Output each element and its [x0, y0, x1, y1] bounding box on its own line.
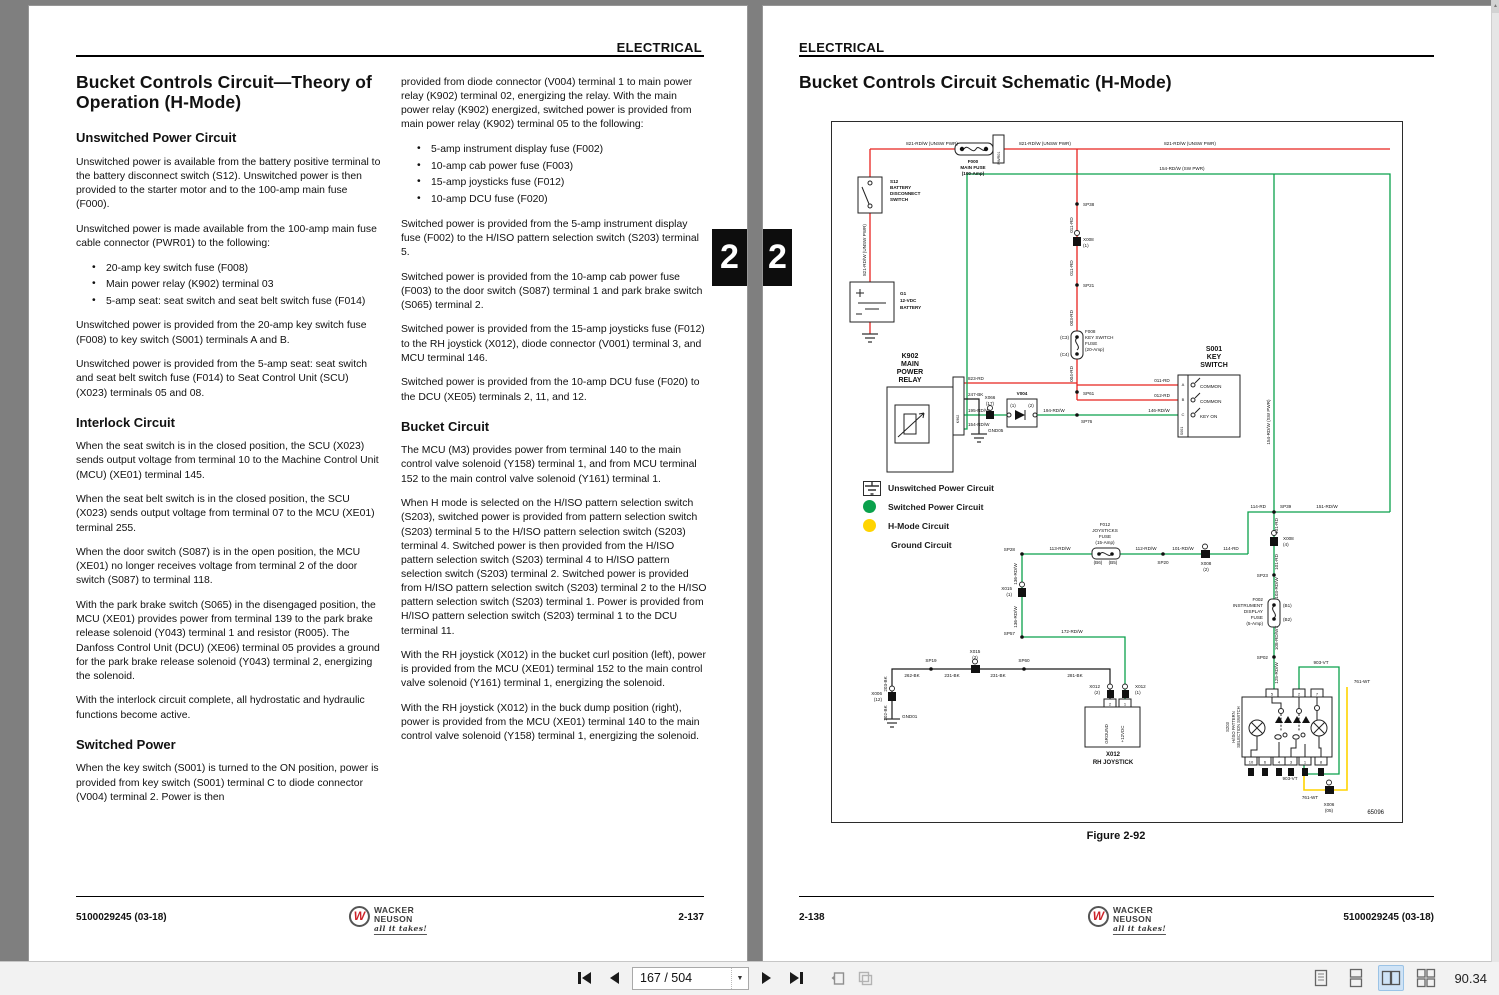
bullet-item: • 10-amp DCU fuse (F020) — [431, 193, 707, 207]
page-number-value: 167 / 504 — [640, 971, 693, 985]
svg-text:101-RD: 101-RD — [1274, 554, 1279, 570]
component-boxes — [850, 135, 1332, 765]
brand-tagline: all it takes! — [1113, 925, 1166, 935]
legend-row — [863, 519, 994, 532]
svg-text:SP61: SP61 — [1083, 391, 1095, 396]
footer-page-number: 2-137 — [678, 912, 704, 923]
svg-text:1: 1 — [1123, 701, 1127, 707]
svg-text:(2): (2) — [972, 655, 978, 660]
svg-text:113-RD/W: 113-RD/W — [1049, 546, 1071, 551]
page-dropdown-caret-icon[interactable]: ▼ — [731, 968, 748, 989]
svg-text:103-RD/W: 103-RD/W — [1274, 577, 1279, 599]
svg-text:(20-Amp): (20-Amp) — [1085, 347, 1105, 352]
body-paragraph: When the door switch (S087) is in the open position, the MCU (XE01) no longer receives voltage from terminal 2 of the door switch (S087) to terminal 118. — [76, 547, 361, 587]
svg-text:X012: X012 — [1105, 752, 1121, 758]
svg-text:(4): (4) — [1283, 542, 1289, 547]
svg-text:112-RD/W: 112-RD/W — [1135, 546, 1157, 551]
svg-text:X008: X008 — [1200, 561, 1212, 566]
svg-text:247-BK: 247-BK — [968, 392, 984, 397]
svg-text:SWITCH: SWITCH — [1200, 362, 1228, 369]
svg-text:X015: X015 — [969, 649, 981, 654]
page-number-input[interactable] — [632, 967, 749, 990]
svg-text:S001: S001 — [1205, 346, 1223, 353]
scroll-up-icon[interactable]: ▲ — [1492, 0, 1499, 13]
svg-text:S203: S203 — [1225, 722, 1230, 732]
svg-text:COMMON: COMMON — [1200, 399, 1222, 404]
svg-text:194-RD/W: 194-RD/W — [1043, 408, 1065, 413]
svg-text:SP38: SP38 — [1083, 202, 1095, 207]
svg-text:(1): (1) — [1083, 243, 1089, 248]
svg-text:GROUND: GROUND — [1104, 724, 1109, 744]
svg-text:INSTRUMENT: INSTRUMENT — [1232, 603, 1263, 608]
svg-text:761-WT: 761-WT — [1301, 795, 1319, 800]
svg-text:V004: V004 — [1016, 391, 1028, 396]
svg-text:SP60: SP60 — [1018, 658, 1030, 663]
svg-text:SP19: SP19 — [925, 658, 937, 663]
wiring-schematic — [831, 121, 1401, 821]
legend-color-dot-icon — [863, 500, 876, 513]
svg-text:154-RD/W (SW PWR): 154-RD/W (SW PWR) — [1159, 166, 1205, 171]
svg-text:KEY ON: KEY ON — [1200, 414, 1218, 419]
svg-text:X012: X012 — [1135, 684, 1146, 689]
svg-text:(1): (1) — [1006, 592, 1012, 597]
body-paragraph: Switched power is provided from the 10-amp DCU fuse (F020) to the DCU (XE05) terminals 2, 11, and 12. — [401, 377, 700, 403]
svg-text:108-RD/WT: 108-RD/WT — [1274, 625, 1279, 651]
svg-text:154-RD/W: 154-RD/W — [968, 422, 990, 427]
single-page-view-icon[interactable] — [1308, 965, 1334, 991]
svg-text:4: 4 — [1277, 759, 1281, 765]
svg-text:MAIN FUSE: MAIN FUSE — [960, 165, 986, 170]
figure-caption: Figure 2-92 — [1086, 830, 1146, 842]
svg-text:011-RD: 011-RD — [1069, 260, 1074, 276]
svg-text:B: B — [1181, 397, 1185, 402]
legend-label: H-Mode Circuit — [888, 520, 950, 531]
body-paragraph: The MCU (M3) provides power from terminal 140 to the main control valve solenoid (Y158) terminal 1, and from MCU terminal 152 to the main control valve solenoid (Y161) terminal 1. — [401, 445, 697, 485]
svg-text:G1: G1 — [900, 291, 907, 296]
continuous-view-icon[interactable] — [1343, 965, 1369, 991]
svg-text:821-RD/W (UNSW PWR): 821-RD/W (UNSW PWR) — [1019, 141, 1071, 146]
svg-text:6: 6 — [1263, 759, 1267, 765]
svg-text:K902: K902 — [901, 353, 919, 360]
svg-text:GND05: GND05 — [988, 428, 1004, 433]
footer-doc-number: 5100029245 (03-18) — [76, 912, 167, 923]
svg-text:101-RD/W: 101-RD/W — [1172, 546, 1194, 551]
body-paragraph: With the RH joystick (X012) in the bucket curl position (left), power is provided from the MCU (XE01) terminal 152 to the main control valve solenoid (Y161) terminal 1, energizing the solenoid. — [401, 650, 706, 690]
svg-text:(05): (05) — [1324, 808, 1334, 813]
first-page-button[interactable] — [572, 966, 597, 990]
brand-logo — [349, 906, 427, 935]
bullet-item: • 15-amp joysticks fuse (F012) — [431, 176, 707, 190]
chapter-tab: 2 — [763, 229, 792, 286]
viewer-toolbar — [0, 961, 1499, 995]
svg-text:A: A — [1181, 382, 1185, 387]
svg-text:(100-Amp): (100-Amp) — [961, 171, 985, 176]
svg-text:BATTERY: BATTERY — [890, 185, 912, 190]
body-paragraph: With the interlock circuit complete, all hydrostatic and hydraulic functions become active. — [76, 695, 365, 721]
body-paragraph: When H mode is selected on the H/ISO pattern selection switch (S203), switched power is provided from pattern selection switch (S203) terminal 5 to the H/ISO pattern selection switch (S203) terminal 4. Switched power is then provided from the H/ISO pattern selection switch (S203) terminal 4 to H/ISO pattern selection switch (S203) terminal 2. Switched power is provided from H/ISO pattern selection switch (S203) terminal 2 to the H/ISO pattern selection switch (S203) terminal 1. Power is provided from H/ISO pattern selection switch (S203) terminal 1 to the DCU terminal 11. — [401, 498, 707, 637]
body-paragraph: When the seat belt switch is in the closed position, the SCU (X023) sends output voltage from terminal 07 to the MCU (XE01) terminal 255. — [76, 494, 375, 534]
svg-text:136-RD/W: 136-RD/W — [1013, 606, 1018, 628]
svg-text:SP76: SP76 — [1081, 419, 1093, 424]
svg-text:(B5): (B5) — [1108, 560, 1118, 565]
svg-text:+12VDC: +12VDC — [1120, 725, 1125, 743]
bullet-item: • 10-amp cab power fuse (F003) — [431, 160, 707, 174]
unswitched-power-wires — [870, 149, 1390, 400]
body-paragraph: With the park brake switch (S065) in the disengaged position, the MCU (XE01) provides power from terminal 139 to the park brake release solenoid (Y043) terminal 1 and resistor (R005). The Danfoss Control Unit (DCU) (XE06) terminal 05 provides a ground for the park brake release solenoid (Y043) terminal 2, energizing the solenoid. — [76, 600, 380, 682]
svg-text:X015: X015 — [1001, 586, 1012, 591]
svg-text:SP20: SP20 — [1157, 560, 1169, 565]
section-heading: Interlock Circuit — [76, 414, 175, 430]
svg-text:C: C — [1181, 412, 1185, 417]
legend-label: Unswitched Power Circuit — [888, 482, 995, 493]
svg-text:(2): (2) — [1028, 403, 1034, 408]
next-page-button[interactable] — [754, 966, 779, 990]
legend-row — [863, 481, 994, 494]
svg-text:X012: X012 — [1089, 684, 1100, 689]
page-title: Bucket Controls Circuit Schematic (H-Mode) — [799, 72, 1172, 92]
bullet-item: • 5-amp seat: seat switch and seat belt switch fuse (F014) — [106, 295, 382, 309]
svg-text:231-BK: 231-BK — [944, 673, 960, 678]
svg-text:RH JOYSTICK: RH JOYSTICK — [1092, 760, 1134, 766]
svg-text:SP21: SP21 — [1083, 283, 1095, 288]
page-header-label: ELECTRICAL — [616, 40, 702, 55]
brand-name-line2: NEUSON — [373, 913, 413, 924]
svg-text:5: 5 — [1270, 691, 1274, 697]
svg-text:(C4): (C4) — [1060, 352, 1069, 357]
svg-text:281-BK: 281-BK — [1067, 673, 1083, 678]
vertical-scrollbar[interactable] — [1491, 0, 1499, 962]
svg-text:DISCONNECT: DISCONNECT — [890, 191, 921, 196]
svg-text:821-RD/W (UNSW PWR): 821-RD/W (UNSW PWR) — [1164, 141, 1216, 146]
body-paragraph: Switched power is provided from the 5-amp instrument display fuse (F002) to the H/ISO pattern selection switch (S203) terminal 5. — [401, 218, 699, 258]
svg-text:(5-Amp): (5-Amp) — [1246, 621, 1263, 626]
duplicate-page-icon[interactable] — [854, 967, 876, 989]
svg-text:761-WT: 761-WT — [1353, 679, 1371, 684]
svg-text:GND01: GND01 — [902, 714, 918, 719]
svg-text:101-RD: 101-RD — [1274, 518, 1279, 534]
zoom-level: 90.34 — [1454, 970, 1487, 986]
svg-text:821-RD/W (UNSW PWR): 821-RD/W (UNSW PWR) — [906, 141, 958, 146]
brand-name-line2: NEUSON — [1112, 913, 1152, 924]
bullet-list — [401, 143, 707, 207]
brand-name-line1: WACKER — [1112, 904, 1154, 915]
footer-rule — [76, 896, 704, 898]
svg-text:011-RD: 011-RD — [1154, 378, 1170, 383]
svg-text:172-RD/W: 172-RD/W — [1061, 629, 1083, 634]
svg-text:903-VT: 903-VT — [1282, 776, 1298, 781]
svg-text:X008: X008 — [1083, 237, 1094, 242]
svg-text:POWER: POWER — [896, 369, 924, 376]
brand-monogram-icon: W — [1088, 906, 1109, 927]
body-paragraph: Unswitched power is provided from the 20-amp key switch fuse (F008) to key switch (S001) terminals A and B. — [76, 320, 367, 346]
body-paragraph: When the seat switch is in the closed position, the SCU (X023) sends output voltage from terminal 10 to the Machine Control Unit (MCU) (XE01) terminal 145. — [76, 441, 379, 481]
svg-text:(2): (2) — [1203, 567, 1209, 572]
svg-text:1: 1 — [1303, 759, 1307, 765]
brand-name-line1: WACKER — [373, 904, 415, 915]
text-column-2 — [401, 76, 707, 755]
svg-text:65096: 65096 — [1367, 810, 1384, 816]
svg-text:JOYSTICKS: JOYSTICKS — [1092, 528, 1118, 533]
svg-text:8: 8 — [1319, 759, 1323, 765]
svg-text:K902: K902 — [956, 414, 960, 424]
body-paragraph: Switched power is provided from the 10-amp cab power fuse (F003) to the door switch (S087) terminal 1 and park brake switch (S065) terminal 2. — [401, 271, 703, 311]
svg-text:FUSE: FUSE — [1250, 615, 1263, 620]
svg-text:146-RD/W: 146-RD/W — [1148, 408, 1170, 413]
svg-text:125-RD/W: 125-RD/W — [1274, 662, 1279, 684]
ground-symbol-icon — [863, 538, 879, 551]
svg-text:12-VDC: 12-VDC — [900, 298, 917, 303]
bullet-item: • Main power relay (K902) terminal 03 — [106, 278, 382, 292]
svg-text:10: 10 — [1248, 759, 1254, 765]
body-paragraph: provided from diode connector (V004) terminal 1 to main power relay (K902) terminal 02, energizing the relay. With the main power relay (K902) energized, switched power is provided from main power relay (K902) terminal 05 to the following: — [401, 77, 693, 131]
legend-row — [863, 538, 994, 551]
svg-text:821-RD/W (UNSW PWR): 821-RD/W (UNSW PWR) — [862, 224, 867, 276]
svg-text:KEY: KEY — [1206, 354, 1222, 361]
svg-text:151-RD/W: 151-RD/W — [1316, 504, 1338, 509]
svg-text:012-RD: 012-RD — [1154, 393, 1170, 398]
legend-color-dot-icon — [863, 519, 876, 532]
svg-text:(17): (17) — [985, 401, 995, 406]
svg-text:114-RD: 114-RD — [1223, 546, 1239, 551]
svg-text:KEY SWITCH: KEY SWITCH — [1085, 335, 1114, 340]
svg-text:PWR01: PWR01 — [997, 151, 1001, 165]
footer-doc-number: 5100029245 (03-18) — [1343, 912, 1434, 923]
brand-logo — [1088, 906, 1166, 935]
svg-text:F008: F008 — [1085, 329, 1096, 334]
svg-text:FUSE: FUSE — [1098, 534, 1112, 539]
brand-monogram-icon: W — [349, 906, 370, 927]
schematic-drawing — [831, 121, 1403, 823]
legend-label: Ground Circuit — [891, 539, 952, 550]
bullet-item: • 20-amp key switch fuse (F008) — [106, 262, 382, 276]
svg-text:F012: F012 — [1099, 522, 1111, 527]
svg-text:823-RD: 823-RD — [968, 376, 984, 381]
document-page-right — [762, 5, 1492, 962]
section-heading: Bucket Circuit — [401, 418, 490, 434]
rotate-page-icon[interactable] — [827, 967, 849, 989]
svg-text:203-BK: 203-BK — [883, 676, 888, 692]
svg-text:195-RD/W: 195-RD/W — [968, 408, 990, 413]
svg-text:X006: X006 — [871, 691, 882, 696]
body-paragraph: Unswitched power is provided from the 5-amp seat: seat switch and seat belt switch fuse (F014) to Seat Control Unit (SCU) (X023) terminals 05 and 08. — [76, 359, 368, 399]
svg-text:7: 7 — [1315, 691, 1319, 697]
svg-text:SWITCH: SWITCH — [890, 197, 909, 202]
svg-text:MAIN: MAIN — [901, 361, 919, 368]
body-paragraph: Unswitched power is made available from the 100-amp main fuse cable connector (PWR01) to the following: — [76, 223, 377, 249]
svg-text:S12: S12 — [890, 179, 899, 184]
svg-text:F000: F000 — [967, 159, 979, 164]
svg-text:SP57: SP57 — [1003, 631, 1015, 636]
legend-label: Switched Power Circuit — [888, 501, 984, 512]
legend-row — [863, 500, 994, 513]
svg-text:COMMON: COMMON — [1200, 384, 1222, 389]
svg-text:2: 2 — [1297, 691, 1301, 697]
svg-text:136-RD/W: 136-RD/W — [1013, 563, 1018, 585]
svg-text:(2): (2) — [1094, 690, 1100, 695]
svg-text:X008: X008 — [1283, 536, 1294, 541]
svg-text:RELAY: RELAY — [898, 377, 922, 384]
section-heading: Switched Power — [76, 736, 176, 752]
svg-text:(12): (12) — [873, 697, 882, 702]
svg-text:SP39: SP39 — [1280, 504, 1292, 509]
svg-text:114-RD: 114-RD — [1250, 504, 1266, 509]
svg-text:(B6): (B6) — [1093, 560, 1103, 565]
bullet-item: • 5-amp instrument display fuse (F002) — [431, 143, 707, 157]
svg-text:003-RD: 003-RD — [1069, 310, 1074, 326]
brand-tagline: all it takes! — [374, 925, 427, 935]
svg-text:BATTERY: BATTERY — [900, 305, 922, 310]
svg-text:SP28: SP28 — [1003, 547, 1015, 552]
bullet-list — [76, 262, 382, 309]
header-rule — [76, 55, 704, 57]
chapter-tab: 2 — [712, 229, 747, 286]
svg-text:3: 3 — [1289, 759, 1293, 765]
svg-text:(1): (1) — [1010, 403, 1016, 408]
switched-power-wires — [964, 174, 1390, 774]
svg-text:011-RD: 011-RD — [1069, 217, 1074, 233]
svg-text:262-BK: 262-BK — [904, 673, 920, 678]
footer-page-number: 2-138 — [799, 912, 825, 923]
two-page-continuous-view-icon[interactable] — [1413, 965, 1439, 991]
svg-text:SELECTION SWITCH: SELECTION SWITCH — [1236, 706, 1241, 748]
body-paragraph: With the RH joystick (X012) in the buck dump position (right), power is provided from the MCU (XE01) terminal 140 to the main control valve solenoid (Y158) terminal 1, energizing the solenoid. — [401, 703, 700, 743]
svg-text:S001: S001 — [1180, 426, 1184, 436]
svg-text:231-BK: 231-BK — [990, 673, 1006, 678]
body-paragraph: Switched power is provided from the 15-amp joysticks fuse (F012) to the RH joystick (X012), diode connector (V001) terminal 3, and MCU terminal 146. — [401, 324, 705, 364]
two-page-view-icon[interactable] — [1378, 965, 1404, 991]
footer-rule — [799, 896, 1434, 898]
svg-text:X006: X006 — [1323, 802, 1335, 807]
schematic-legend — [863, 481, 994, 551]
header-rule — [799, 55, 1434, 57]
page-title: Bucket Controls Circuit—Theory of Operation (H-Mode) — [76, 72, 372, 113]
svg-text:(1): (1) — [1135, 690, 1141, 695]
svg-text:004-RD: 004-RD — [1069, 366, 1074, 382]
svg-text:(B1): (B1) — [1283, 603, 1292, 608]
last-page-button[interactable] — [784, 966, 809, 990]
svg-text:SP23: SP23 — [1256, 573, 1268, 578]
body-paragraph: When the key switch (S001) is turned to the ON position, power is provided from key switch (S001) terminal C to diode connector (V004) terminal 2. Power is then — [76, 763, 379, 803]
svg-text:(B2): (B2) — [1283, 617, 1292, 622]
svg-text:SP02: SP02 — [1256, 655, 1268, 660]
document-page-left — [28, 5, 748, 962]
svg-text:903-VT: 903-VT — [1313, 660, 1329, 665]
svg-text:H/ISO PATTERN: H/ISO PATTERN — [1231, 711, 1236, 743]
section-heading: Unswitched Power Circuit — [76, 130, 237, 145]
svg-text:2: 2 — [1108, 701, 1112, 707]
svg-text:DISPLAY: DISPLAY — [1243, 609, 1263, 614]
svg-text:X066: X066 — [984, 395, 996, 400]
previous-page-button[interactable] — [602, 966, 627, 990]
page-header-label: ELECTRICAL — [799, 40, 885, 55]
svg-text:(C3): (C3) — [1060, 335, 1069, 340]
svg-text:(15-Amp): (15-Amp) — [1095, 540, 1115, 545]
svg-text:F002: F002 — [1252, 597, 1263, 602]
body-paragraph: Unswitched power is available from the battery positive terminal to the battery disconnect switch (S12). Unswitched power is then provided to the starter motor and to the 100-amp main fuse (F000). — [76, 156, 381, 211]
svg-text:FUSE: FUSE — [1085, 341, 1098, 346]
text-column-1 — [76, 129, 382, 815]
svg-text:154-RD/W (SW PWR): 154-RD/W (SW PWR) — [1266, 399, 1271, 445]
svg-text:202-BK: 202-BK — [883, 705, 888, 721]
